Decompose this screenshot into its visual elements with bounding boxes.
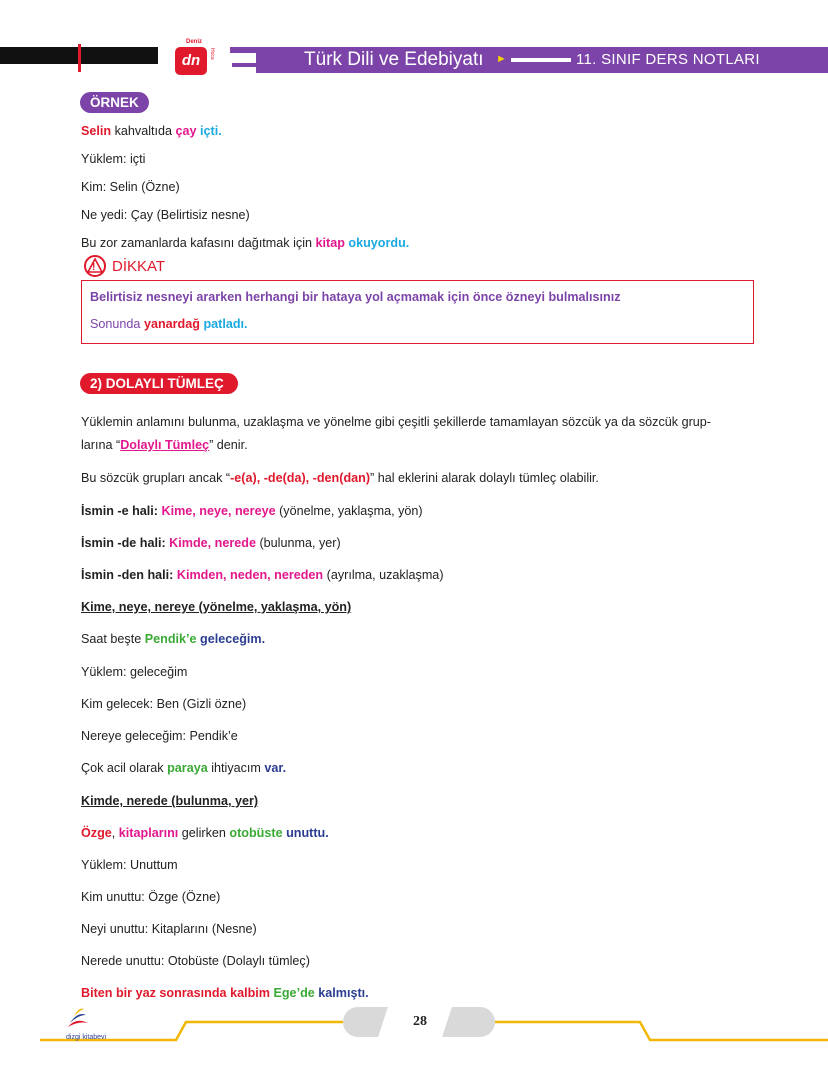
header-divider-bar xyxy=(511,58,571,62)
example-sentence-5 xyxy=(81,825,329,841)
complement-word: Ege’de xyxy=(273,986,315,1000)
suffix-highlight: -e(a), -de(da), -den(dan) xyxy=(230,471,371,485)
sentence-text: Çok acil olarak xyxy=(81,761,168,775)
analysis-line: Neyi unuttu: Kitaplarını (Nesne) xyxy=(81,922,257,936)
brand-logo: dn xyxy=(175,47,207,75)
verb-word: kalmıştı. xyxy=(318,986,369,1000)
case-words: Kimde, nerede xyxy=(169,536,256,550)
complement-word: otobüste xyxy=(229,826,283,840)
case-den-line xyxy=(81,567,444,583)
case-label: İsmin -e hali: xyxy=(81,504,162,518)
dikkat-label: DİKKAT xyxy=(112,258,166,275)
example-sentence-2 xyxy=(81,235,409,251)
sentence-text: , xyxy=(111,826,119,840)
logo-top-text: Deniz xyxy=(186,39,203,45)
case-label: İsmin -den hali: xyxy=(81,568,177,582)
verb-word: içti. xyxy=(200,124,222,138)
object-word: kitaplarını xyxy=(118,826,179,840)
example-sentence-1 xyxy=(81,123,222,139)
sentence-text: Saat beşte xyxy=(81,632,145,646)
example-sentence-4 xyxy=(81,760,286,776)
case-de-line xyxy=(81,535,341,551)
object-word: çay xyxy=(175,124,197,138)
verb-word: var. xyxy=(264,761,287,775)
complement-word: Pendik’e xyxy=(144,632,197,646)
dikkat-line-1: Belirtisiz nesneyi ararken herhangi bir hataya yol açmamak için önce özneyi bulmalısınız xyxy=(90,290,621,304)
ornek-tag: ÖRNEK xyxy=(80,92,149,113)
warning-icon xyxy=(84,255,106,277)
analysis-line: Nereye geleceğim: Pendik’e xyxy=(81,729,238,743)
sentence-text: Bu zor zamanlarda kafasını dağıtmak için xyxy=(81,236,316,250)
sentence-text: Sonunda xyxy=(90,317,144,331)
analysis-line: Nerede unuttu: Otobüste (Dolaylı tümleç) xyxy=(81,954,310,968)
case-note: (ayrılma, uzaklaşma) xyxy=(323,568,444,582)
case-label: İsmin -de hali: xyxy=(81,536,170,550)
warning-mark: ! xyxy=(92,262,96,273)
sentence-text: ” denir. xyxy=(209,438,248,452)
case-note: (bulunma, yer) xyxy=(255,536,341,550)
term-highlight: Dolaylı Tümleç xyxy=(120,438,210,452)
section-tag-dolayli-tumlec: 2) DOLAYLI TÜMLEÇ xyxy=(80,373,238,394)
analysis-line: Ne yedi: Çay (Belirtisiz nesne) xyxy=(81,208,250,222)
verb-word: geleceğim. xyxy=(200,632,266,646)
definition-line-1: Yüklemin anlamını bulunma, uzaklaşma ve yönelme gibi çeşitli şekillerde tamamlayan sözcük ya da sözcük grup- xyxy=(81,415,711,429)
dikkat-line-2 xyxy=(90,316,248,332)
verb-word: okuyordu. xyxy=(348,236,410,250)
analysis-line: Yüklem: Unuttum xyxy=(81,858,178,872)
subject-word: yanardağ xyxy=(143,317,200,331)
page-number: 28 xyxy=(413,1014,427,1029)
sentence-text: Bu sözcük grupları ancak “ xyxy=(81,471,231,485)
analysis-line: Kim unuttu: Özge (Özne) xyxy=(81,890,221,904)
play-arrow-icon: ► xyxy=(496,53,507,65)
publisher-logo-icon xyxy=(66,1005,90,1033)
example-sentence-6 xyxy=(81,985,369,1001)
grade-subtitle: 11. SINIF DERS NOTLARI xyxy=(576,51,760,68)
verb-word: unuttu. xyxy=(286,826,329,840)
subject-word: Özge xyxy=(81,826,112,840)
analysis-line: Kim gelecek: Ben (Gizli özne) xyxy=(81,697,247,711)
subheading-kime: Kime, neye, nereye (yönelme, yaklaşma, yön) xyxy=(81,600,352,614)
example-sentence-3 xyxy=(81,631,265,647)
analysis-line: Yüklem: geleceğim xyxy=(81,665,188,679)
case-note: (yönelme, yaklaşma, yön) xyxy=(275,504,423,518)
case-e-line xyxy=(81,503,423,519)
complement-word: paraya xyxy=(167,761,208,775)
subject-word: Selin xyxy=(81,124,112,138)
suffix-line xyxy=(81,470,599,486)
sentence-text: Biten bir yaz sonrasında kalbim xyxy=(81,986,274,1000)
header-notch-line xyxy=(232,63,256,67)
sentence-text: larına “ xyxy=(81,438,121,452)
sentence-text: ihtiyacım xyxy=(207,761,265,775)
analysis-line: Kim: Selin (Özne) xyxy=(81,180,180,194)
analysis-line: Yüklem: içti xyxy=(81,152,146,166)
sentence-text: kahvaltıda xyxy=(111,124,176,138)
verb-word: patladı. xyxy=(203,317,248,331)
object-word: kitap xyxy=(315,236,345,250)
sentence-text: ” hal eklerini alarak dolaylı tümleç olabilir. xyxy=(370,471,599,485)
subheading-kimde: Kimde, nerede (bulunma, yer) xyxy=(81,794,259,808)
logo-side-text: Hoca xyxy=(209,48,215,60)
publisher-name: dizgi kitabevi xyxy=(66,1034,107,1041)
subject-title: Türk Dili ve Edebiyatı xyxy=(304,49,484,70)
header-red-marker xyxy=(78,44,81,72)
case-words: Kimden, neden, nereden xyxy=(176,568,324,582)
definition-line-2 xyxy=(81,437,248,453)
case-words: Kime, neye, nereye xyxy=(161,504,276,518)
sentence-text: gelirken xyxy=(178,826,230,840)
